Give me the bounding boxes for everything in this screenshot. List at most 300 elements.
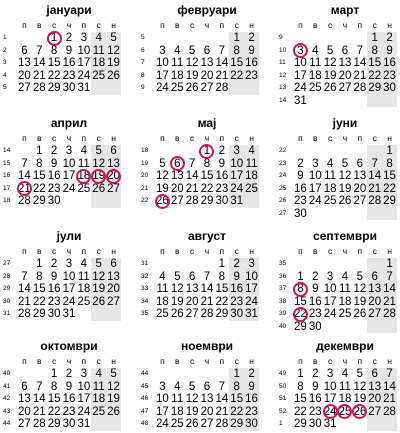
day-cell[interactable]: 5	[95, 145, 102, 157]
day-cell[interactable]: 5	[326, 44, 334, 57]
day-cell[interactable]: 17	[294, 69, 307, 82]
day-cell[interactable]: 2	[233, 258, 240, 270]
day-cell[interactable]: 25	[170, 418, 184, 430]
day-cell[interactable]: 29	[32, 195, 46, 207]
day-cell[interactable]: 9	[248, 44, 255, 57]
day-cell[interactable]: 1	[36, 145, 43, 157]
day-cell[interactable]: 7	[203, 270, 211, 283]
day-cell[interactable]: 5	[110, 32, 117, 44]
day-cell[interactable]: 18	[92, 393, 106, 405]
day-cell[interactable]: 18	[308, 69, 322, 82]
day-cell[interactable]: 16	[308, 295, 322, 308]
day-cell[interactable]: 19	[92, 170, 106, 182]
day-cell[interactable]: 13	[107, 270, 120, 283]
day-cell[interactable]: 23	[294, 195, 307, 207]
day-cell[interactable]: 23	[308, 405, 322, 418]
day-cell[interactable]: 6	[341, 44, 349, 57]
day-cell[interactable]: 7	[36, 44, 43, 57]
day-cell[interactable]: 17	[77, 57, 91, 69]
day-cell[interactable]: 10	[156, 57, 169, 69]
day-cell[interactable]: 17	[77, 393, 91, 405]
day-cell[interactable]: 23	[245, 405, 258, 418]
day-cell[interactable]: 12	[353, 283, 367, 295]
day-cell[interactable]: 30	[308, 418, 322, 430]
day-cell[interactable]: 14	[18, 170, 31, 182]
day-cell[interactable]: 18	[170, 69, 184, 82]
day-cell[interactable]: 24	[62, 295, 76, 308]
day-cell[interactable]: 24	[62, 182, 76, 195]
day-cell[interactable]: 5	[356, 270, 364, 283]
day-cell[interactable]: 11	[339, 380, 351, 393]
day-cell[interactable]: 21	[32, 405, 46, 418]
day-cell[interactable]: 7	[218, 44, 226, 57]
day-cell[interactable]: 11	[245, 157, 258, 170]
day-cell[interactable]: 4	[95, 368, 102, 380]
day-cell[interactable]: 27	[368, 308, 382, 320]
day-cell[interactable]: 1	[218, 258, 226, 270]
day-cell[interactable]: 2	[297, 157, 304, 170]
day-cell[interactable]: 2	[218, 145, 226, 157]
day-cell[interactable]: 28	[353, 82, 367, 94]
day-cell[interactable]: 26	[353, 405, 367, 418]
day-cell[interactable]: 6	[371, 270, 378, 283]
day-cell[interactable]: 21	[18, 182, 31, 195]
day-cell[interactable]: 2	[248, 32, 255, 44]
day-cell[interactable]: 13	[200, 393, 214, 405]
day-cell[interactable]: 14	[18, 283, 31, 295]
day-cell[interactable]: 19	[185, 405, 199, 418]
day-cell[interactable]: 22	[32, 182, 46, 195]
day-cell[interactable]: 13	[18, 393, 31, 405]
day-cell[interactable]: 12	[107, 380, 120, 393]
day-cell[interactable]: 8	[36, 157, 43, 170]
day-cell[interactable]: 27	[200, 418, 214, 430]
day-cell[interactable]: 30	[308, 320, 322, 333]
day-cell[interactable]: 16	[62, 393, 76, 405]
day-cell[interactable]: 1	[203, 145, 211, 157]
day-cell[interactable]: 18	[77, 283, 91, 295]
day-cell[interactable]: 23	[47, 295, 61, 308]
day-cell[interactable]: 30	[62, 418, 76, 430]
day-cell[interactable]: 15	[32, 170, 46, 182]
day-cell[interactable]: 27	[170, 195, 184, 207]
day-cell[interactable]: 7	[356, 44, 364, 57]
day-cell[interactable]: 25	[338, 405, 352, 418]
day-cell[interactable]: 6	[203, 380, 211, 393]
day-cell[interactable]: 26	[338, 195, 352, 207]
day-cell[interactable]: 12	[107, 44, 120, 57]
day-cell[interactable]: 19	[170, 295, 184, 308]
day-cell[interactable]: 21	[18, 295, 31, 308]
day-cell[interactable]: 17	[156, 405, 169, 418]
day-cell[interactable]: 1	[50, 32, 58, 44]
day-cell[interactable]: 31	[62, 308, 76, 320]
day-cell[interactable]: 31	[245, 308, 258, 320]
day-cell[interactable]: 22	[294, 308, 307, 320]
day-cell[interactable]: 8	[50, 380, 58, 393]
day-cell[interactable]: 8	[386, 157, 393, 170]
day-cell[interactable]: 6	[21, 44, 28, 57]
day-cell[interactable]: 4	[80, 145, 88, 157]
day-cell[interactable]: 14	[185, 170, 199, 182]
day-cell[interactable]: 28	[215, 82, 229, 94]
day-cell[interactable]: 2	[248, 368, 255, 380]
day-cell[interactable]: 9	[386, 44, 393, 57]
day-cell[interactable]: 27	[185, 308, 199, 320]
day-cell[interactable]: 31	[230, 195, 244, 207]
day-cell[interactable]: 9	[50, 157, 58, 170]
day-cell[interactable]: 3	[312, 157, 319, 170]
day-cell[interactable]: 5	[356, 368, 364, 380]
day-cell[interactable]: 22	[200, 182, 214, 195]
day-cell[interactable]: 12	[156, 170, 169, 182]
day-cell[interactable]: 30	[383, 82, 396, 94]
day-cell[interactable]: 3	[159, 380, 166, 393]
day-cell[interactable]: 19	[353, 295, 367, 308]
day-cell[interactable]: 9	[50, 270, 58, 283]
day-cell[interactable]: 5	[341, 157, 349, 170]
day-cell[interactable]: 1	[386, 258, 393, 270]
day-cell[interactable]: 16	[215, 170, 229, 182]
day-cell[interactable]: 10	[62, 157, 76, 170]
day-cell[interactable]: 11	[309, 57, 322, 69]
day-cell[interactable]: 6	[203, 44, 211, 57]
day-cell[interactable]: 21	[353, 69, 367, 82]
day-cell[interactable]: 21	[383, 393, 396, 405]
day-cell[interactable]: 20	[185, 295, 199, 308]
day-cell[interactable]: 28	[383, 405, 396, 418]
day-cell[interactable]: 21	[200, 295, 214, 308]
day-cell[interactable]: 1	[371, 32, 378, 44]
day-cell[interactable]: 10	[323, 380, 337, 393]
day-cell[interactable]: 16	[62, 57, 76, 69]
day-cell[interactable]: 15	[368, 57, 382, 69]
day-cell[interactable]: 6	[188, 270, 196, 283]
day-cell[interactable]: 13	[18, 57, 31, 69]
day-cell[interactable]: 14	[353, 57, 367, 69]
day-cell[interactable]: 24	[245, 295, 258, 308]
day-cell[interactable]: 10	[308, 170, 322, 182]
day-cell[interactable]: 23	[47, 182, 61, 195]
day-cell[interactable]: 26	[92, 182, 106, 195]
day-cell[interactable]: 8	[50, 44, 58, 57]
day-cell[interactable]: 2	[386, 32, 393, 44]
day-cell[interactable]: 27	[368, 405, 382, 418]
day-cell[interactable]: 3	[233, 145, 240, 157]
day-cell[interactable]: 14	[383, 380, 396, 393]
day-cell[interactable]: 13	[200, 57, 214, 69]
day-cell[interactable]: 5	[188, 44, 196, 57]
day-cell[interactable]: 21	[368, 182, 382, 195]
day-cell[interactable]: 14	[200, 283, 214, 295]
day-cell[interactable]: 31	[77, 82, 91, 94]
day-cell[interactable]: 20	[18, 69, 31, 82]
day-cell[interactable]: 27	[18, 418, 31, 430]
day-cell[interactable]: 24	[156, 418, 169, 430]
day-cell[interactable]: 29	[294, 320, 307, 333]
day-cell[interactable]: 18	[245, 170, 258, 182]
day-cell[interactable]: 20	[107, 170, 120, 182]
day-cell[interactable]: 15	[47, 57, 61, 69]
day-cell[interactable]: 16	[230, 283, 244, 295]
day-cell[interactable]: 14	[215, 393, 229, 405]
day-cell[interactable]: 4	[159, 270, 166, 283]
day-cell[interactable]: 7	[386, 270, 393, 283]
day-cell[interactable]: 29	[47, 82, 61, 94]
day-cell[interactable]: 4	[80, 258, 88, 270]
day-cell[interactable]: 25	[308, 82, 322, 94]
day-cell[interactable]: 30	[245, 418, 258, 430]
day-cell[interactable]: 1	[50, 368, 58, 380]
day-cell[interactable]: 13	[368, 380, 382, 393]
day-cell[interactable]: 26	[107, 69, 120, 82]
day-cell[interactable]: 3	[159, 44, 166, 57]
day-cell[interactable]: 27	[200, 82, 214, 94]
day-cell[interactable]: 30	[294, 207, 307, 220]
day-cell[interactable]: 14	[32, 393, 46, 405]
day-cell[interactable]: 20	[200, 69, 214, 82]
day-cell[interactable]: 17	[62, 283, 76, 295]
day-cell[interactable]: 2	[50, 258, 58, 270]
day-cell[interactable]: 10	[294, 57, 307, 69]
day-cell[interactable]: 13	[107, 157, 120, 170]
day-cell[interactable]: 20	[200, 405, 214, 418]
day-cell[interactable]: 25	[156, 308, 169, 320]
day-cell[interactable]: 30	[62, 82, 76, 94]
day-cell[interactable]: 1	[386, 145, 393, 157]
day-cell[interactable]: 28	[18, 195, 31, 207]
day-cell[interactable]: 3	[80, 32, 88, 44]
day-cell[interactable]: 25	[77, 295, 91, 308]
day-cell[interactable]: 15	[215, 283, 229, 295]
day-cell[interactable]: 28	[185, 195, 199, 207]
day-cell[interactable]: 25	[338, 308, 352, 320]
day-cell[interactable]: 21	[32, 69, 46, 82]
day-cell[interactable]: 25	[92, 69, 106, 82]
day-cell[interactable]: 16	[294, 182, 307, 195]
day-cell[interactable]: 19	[92, 283, 106, 295]
day-cell[interactable]: 18	[170, 405, 184, 418]
day-cell[interactable]: 1	[297, 368, 304, 380]
day-cell[interactable]: 2	[312, 270, 319, 283]
day-cell[interactable]: 5	[174, 270, 181, 283]
day-cell[interactable]: 29	[294, 418, 307, 430]
day-cell[interactable]: 29	[215, 308, 229, 320]
day-cell[interactable]: 13	[353, 170, 367, 182]
day-cell[interactable]: 25	[323, 195, 337, 207]
day-cell[interactable]: 24	[230, 182, 244, 195]
day-cell[interactable]: 22	[32, 295, 46, 308]
day-cell[interactable]: 4	[326, 157, 334, 170]
day-cell[interactable]: 23	[230, 295, 244, 308]
day-cell[interactable]: 14	[368, 170, 382, 182]
day-cell[interactable]: 1	[297, 270, 304, 283]
day-cell[interactable]: 7	[188, 157, 196, 170]
day-cell[interactable]: 17	[323, 295, 337, 308]
day-cell[interactable]: 18	[338, 295, 352, 308]
day-cell[interactable]: 24	[294, 82, 307, 94]
day-cell[interactable]: 27	[107, 182, 120, 195]
day-cell[interactable]: 19	[156, 182, 169, 195]
day-cell[interactable]: 16	[245, 57, 258, 69]
day-cell[interactable]: 17	[245, 283, 258, 295]
day-cell[interactable]: 16	[245, 393, 258, 405]
day-cell[interactable]: 24	[77, 405, 91, 418]
day-cell[interactable]: 10	[323, 283, 337, 295]
day-cell[interactable]: 19	[107, 57, 120, 69]
day-cell[interactable]: 9	[312, 380, 319, 393]
day-cell[interactable]: 26	[107, 405, 120, 418]
day-cell[interactable]: 22	[368, 69, 382, 82]
day-cell[interactable]: 8	[233, 44, 240, 57]
day-cell[interactable]: 28	[200, 308, 214, 320]
day-cell[interactable]: 18	[92, 57, 106, 69]
day-cell[interactable]: 12	[92, 270, 106, 283]
day-cell[interactable]: 21	[215, 405, 229, 418]
day-cell[interactable]: 9	[248, 380, 255, 393]
day-cell[interactable]: 28	[18, 308, 31, 320]
day-cell[interactable]: 21	[185, 182, 199, 195]
day-cell[interactable]: 17	[323, 393, 337, 405]
day-cell[interactable]: 23	[62, 405, 76, 418]
day-cell[interactable]: 6	[356, 157, 364, 170]
day-cell[interactable]: 7	[371, 157, 378, 170]
day-cell[interactable]: 12	[170, 283, 184, 295]
day-cell[interactable]: 22	[230, 69, 244, 82]
day-cell[interactable]: 23	[245, 69, 258, 82]
day-cell[interactable]: 26	[185, 82, 199, 94]
day-cell[interactable]: 23	[383, 69, 396, 82]
day-cell[interactable]: 17	[308, 182, 322, 195]
day-cell[interactable]: 22	[215, 295, 229, 308]
day-cell[interactable]: 22	[47, 69, 61, 82]
day-cell[interactable]: 29	[383, 195, 396, 207]
day-cell[interactable]: 8	[297, 380, 304, 393]
day-cell[interactable]: 8	[371, 44, 378, 57]
day-cell[interactable]: 19	[323, 69, 337, 82]
day-cell[interactable]: 15	[200, 170, 214, 182]
day-cell[interactable]: 5	[95, 258, 102, 270]
day-cell[interactable]: 27	[18, 82, 31, 94]
day-cell[interactable]: 15	[294, 295, 307, 308]
day-cell[interactable]: 19	[185, 69, 199, 82]
day-cell[interactable]: 9	[218, 157, 226, 170]
day-cell[interactable]: 18	[156, 295, 169, 308]
day-cell[interactable]: 7	[386, 368, 393, 380]
day-cell[interactable]: 31	[77, 418, 91, 430]
day-cell[interactable]: 15	[383, 170, 396, 182]
day-cell[interactable]: 11	[77, 157, 90, 170]
day-cell[interactable]: 9	[65, 380, 73, 393]
day-cell[interactable]: 20	[170, 182, 184, 195]
day-cell[interactable]: 12	[353, 380, 367, 393]
day-cell[interactable]: 11	[92, 380, 105, 393]
day-cell[interactable]: 24	[77, 69, 91, 82]
day-cell[interactable]: 24	[323, 405, 337, 418]
day-cell[interactable]: 8	[233, 380, 240, 393]
day-cell[interactable]: 4	[341, 368, 349, 380]
day-cell[interactable]: 9	[297, 170, 304, 182]
day-cell[interactable]: 11	[156, 283, 169, 295]
day-cell[interactable]: 4	[248, 145, 255, 157]
day-cell[interactable]: 7	[21, 270, 28, 283]
day-cell[interactable]: 30	[47, 195, 61, 207]
day-cell[interactable]: 22	[230, 405, 244, 418]
day-cell[interactable]: 20	[338, 69, 352, 82]
day-cell[interactable]: 4	[312, 44, 319, 57]
day-cell[interactable]: 28	[32, 418, 46, 430]
day-cell[interactable]: 20	[353, 182, 367, 195]
day-cell[interactable]: 12	[92, 157, 106, 170]
day-cell[interactable]: 23	[308, 308, 322, 320]
day-cell[interactable]: 30	[215, 195, 229, 207]
day-cell[interactable]: 12	[338, 170, 352, 182]
day-cell[interactable]: 26	[185, 418, 199, 430]
day-cell[interactable]: 26	[156, 195, 169, 207]
day-cell[interactable]: 24	[323, 308, 337, 320]
day-cell[interactable]: 25	[92, 405, 106, 418]
day-cell[interactable]: 3	[326, 368, 334, 380]
day-cell[interactable]: 11	[77, 270, 90, 283]
day-cell[interactable]: 9	[233, 270, 240, 283]
day-cell[interactable]: 29	[200, 195, 214, 207]
day-cell[interactable]: 7	[218, 380, 226, 393]
day-cell[interactable]: 22	[294, 405, 307, 418]
day-cell[interactable]: 1	[36, 258, 43, 270]
day-cell[interactable]: 13	[185, 283, 199, 295]
day-cell[interactable]: 17	[156, 69, 169, 82]
day-cell[interactable]: 25	[170, 82, 184, 94]
day-cell[interactable]: 18	[77, 170, 91, 182]
day-cell[interactable]: 20	[107, 283, 120, 295]
day-cell[interactable]: 24	[308, 195, 322, 207]
day-cell[interactable]: 29	[47, 418, 61, 430]
day-cell[interactable]: 11	[339, 283, 351, 295]
day-cell[interactable]: 25	[245, 182, 258, 195]
day-cell[interactable]: 29	[230, 418, 244, 430]
day-cell[interactable]: 2	[50, 145, 58, 157]
day-cell[interactable]: 4	[174, 380, 181, 393]
day-cell[interactable]: 11	[92, 44, 105, 57]
day-cell[interactable]: 4	[341, 270, 349, 283]
day-cell[interactable]: 26	[170, 308, 184, 320]
day-cell[interactable]: 14	[32, 57, 46, 69]
day-cell[interactable]: 29	[32, 308, 46, 320]
day-cell[interactable]: 15	[230, 57, 244, 69]
day-cell[interactable]: 2	[65, 368, 73, 380]
day-cell[interactable]: 27	[338, 82, 352, 94]
day-cell[interactable]: 16	[308, 393, 322, 405]
day-cell[interactable]: 11	[324, 170, 337, 182]
day-cell[interactable]: 17	[62, 170, 76, 182]
day-cell[interactable]: 13	[338, 57, 352, 69]
day-cell[interactable]: 5	[159, 157, 166, 170]
day-cell[interactable]: 26	[92, 295, 106, 308]
day-cell[interactable]: 26	[323, 82, 337, 94]
day-cell[interactable]: 16	[383, 57, 396, 69]
day-cell[interactable]: 25	[77, 182, 91, 195]
day-cell[interactable]: 12	[185, 57, 199, 69]
day-cell[interactable]: 30	[230, 308, 244, 320]
day-cell[interactable]: 20	[368, 393, 382, 405]
day-cell[interactable]: 26	[353, 308, 367, 320]
day-cell[interactable]: 31	[323, 418, 337, 430]
day-cell[interactable]: 12	[323, 57, 337, 69]
day-cell[interactable]: 10	[77, 380, 91, 393]
day-cell[interactable]: 22	[383, 182, 396, 195]
day-cell[interactable]: 18	[323, 182, 337, 195]
day-cell[interactable]: 27	[353, 195, 367, 207]
